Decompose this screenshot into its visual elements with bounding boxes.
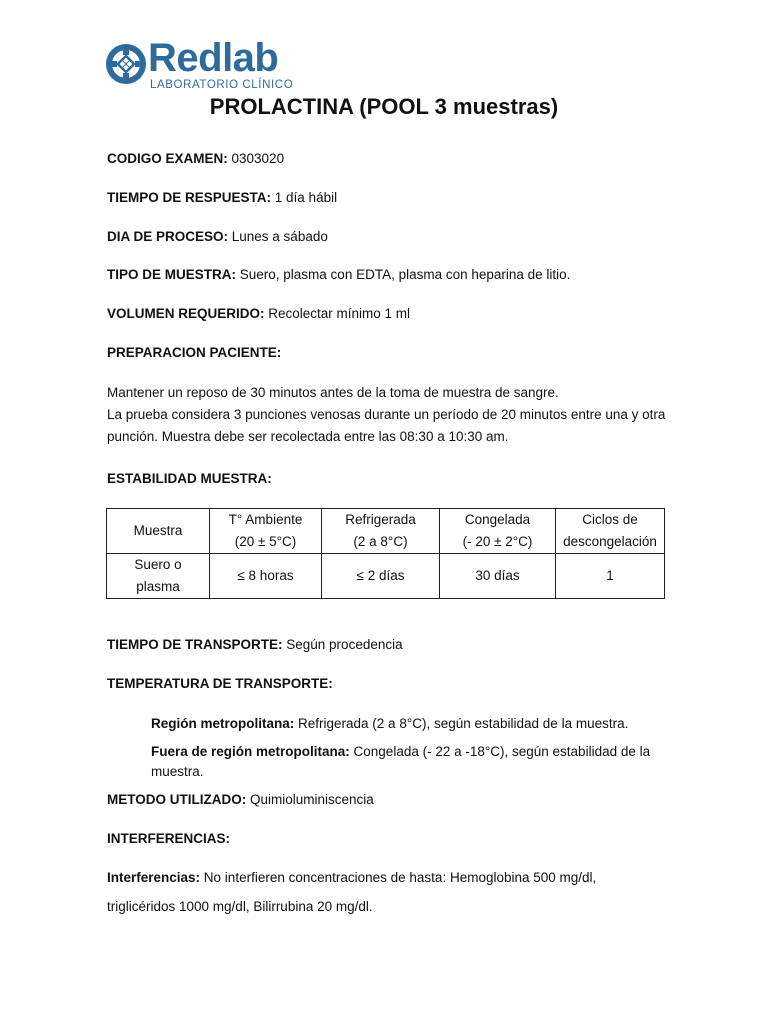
region-metropolitana [151,714,671,734]
tiempo-transporte [107,637,403,652]
redlab-logo-icon [104,42,148,86]
brand-subtitle: LABORATORIO CLÍNICO [150,79,294,91]
brand-name: Redlab [148,36,279,80]
preparacion-text [107,382,677,448]
preparacion-paciente-label: PREPARACION PACIENTE: [107,345,282,360]
cell-refrigerada: ≤ 2 días [322,554,440,599]
tipo-muestra [107,267,570,282]
table-header-row [107,509,665,554]
temperatura-transporte-label: TEMPERATURA DE TRANSPORTE: [107,676,333,691]
interferencias-line-1 [107,870,596,885]
tiempo-respuesta-label: TIEMPO DE RESPUESTA: [107,190,272,205]
redlab-logo [104,36,304,98]
codigo-examen [107,151,284,166]
cell-muestra: Suero o plasma [107,554,210,599]
cell-ciclos: 1 [556,554,665,599]
header-muestra: Muestra [107,509,210,554]
volumen-requerido-value: Recolectar mínimo 1 ml [264,306,411,321]
temperatura-transporte [107,676,333,691]
estabilidad-muestra [107,471,272,486]
dia-proceso [107,229,328,244]
preparacion-line-2: La prueba considera 3 punciones venosas durante un período de 20 minutos entre una y otra punción. Muestra debe ser recolectada entre las 08:30 a 10:30 am. [107,407,666,444]
table-row [107,554,665,599]
fuera-region-value: Congelada (- 22 a -18°C), según estabilidad de la muestra. [151,744,651,779]
codigo-examen-value: 0303020 [227,151,285,166]
header-ciclos: Ciclos de descongelación [556,509,665,554]
interferencias-header [107,831,230,846]
header-congelada: Congelada (- 20 ± 2°C) [440,509,556,554]
metodo-value: Quimioluminiscencia [246,792,374,807]
codigo-examen-label: CODIGO EXAMEN: [107,151,228,166]
tipo-muestra-label: TIPO DE MUESTRA: [107,267,237,282]
header-refrigerada: Refrigerada (2 a 8°C) [322,509,440,554]
region-metropolitana-value: Refrigerada (2 a 8°C), según estabilidad de la muestra. [294,716,629,731]
volumen-requerido [107,306,410,321]
interferencias-line-2: triglicéridos 1000 mg/dl, Bilirrubina 20 mg/dl. [107,899,373,914]
dia-proceso-label: DIA DE PROCESO: [107,229,229,244]
estabilidad-table [106,508,665,599]
page-title: PROLACTINA (POOL 3 muestras) [209,94,559,119]
tiempo-respuesta-value: 1 día hábil [271,190,338,205]
interferencias-header-label: INTERFERENCIAS: [107,831,231,846]
dia-proceso-value: Lunes a sábado [228,229,328,244]
cell-ambiente: ≤ 8 horas [210,554,322,599]
interferencias-value-1: No interfieren concentraciones de hasta: Hemoglobina 500 mg/dl, [200,870,597,885]
tiempo-respuesta [107,190,337,205]
fuera-region-metropolitana [151,742,671,782]
fuera-region-label: Fuera de región metropolitana: [151,744,350,759]
tiempo-transporte-value: Según procedencia [282,637,403,652]
volumen-requerido-label: VOLUMEN REQUERIDO: [107,306,265,321]
preparacion-line-1: Mantener un reposo de 30 minutos antes de la toma de muestra de sangre. [107,385,559,400]
tipo-muestra-value: Suero, plasma con EDTA, plasma con heparina de litio. [236,267,571,282]
tiempo-transporte-label: TIEMPO DE TRANSPORTE: [107,637,283,652]
preparacion-paciente [107,345,281,360]
metodo-utilizado [107,792,374,807]
header-ambiente: T° Ambiente (20 ± 5°C) [210,509,322,554]
estabilidad-label: ESTABILIDAD MUESTRA: [107,471,272,486]
interferencias-label: Interferencias: [107,870,201,885]
region-metropolitana-label: Región metropolitana: [151,716,295,731]
metodo-label: METODO UTILIZADO: [107,792,247,807]
cell-congelada: 30 días [440,554,556,599]
